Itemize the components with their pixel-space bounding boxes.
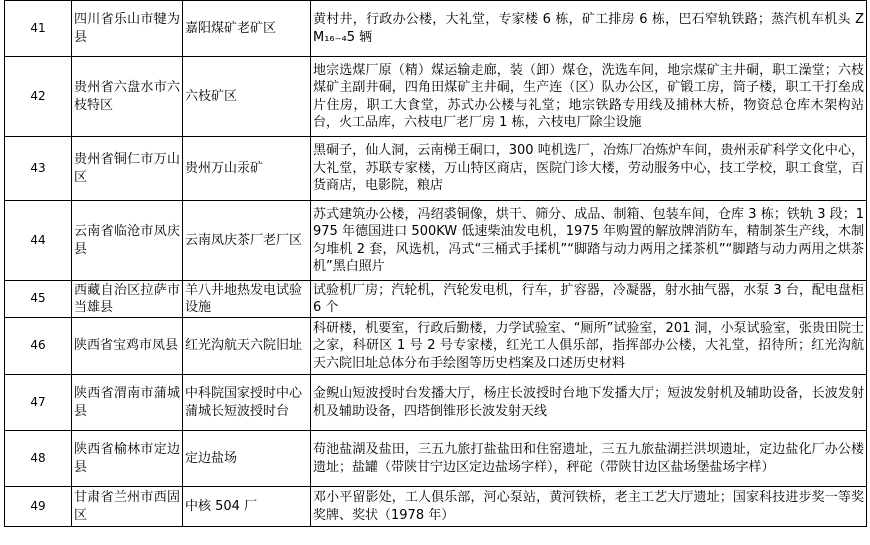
region-cell: 贵州省铜仁市万山区: [72, 137, 183, 201]
items-cell: 科研楼，机要室，行政后勤楼，力学试验室、“厕所”试验室，201 洞，小泵试验室，张贵田院士之家，科研区 1 号 2 号专家楼，红光工人俱乐部，指挥部办公楼，大礼堂，招待所；红光沟航天六院旧址总体分布手绘图等历史档案及口述历史材料: [311, 318, 867, 375]
row-number: 42: [5, 57, 72, 137]
site-cell: 贵州万山汞矿: [183, 137, 311, 201]
items-cell: 黄村井，行政办公楼，大礼堂，专家楼 6 栋，矿工排房 6 栋，巴石窄轨铁路；蒸汽机车机头 ZM₁₆₋₄5 辆: [311, 1, 867, 57]
heritage-table: [4, 0, 867, 527]
site-cell: 红光沟航天六院旧址: [183, 318, 311, 375]
items-cell: 试验机厂房；汽轮机，汽轮发电机，行车，扩容器，冷凝器，射水抽气器，水泵 3 台，配电盘柜 6 个: [311, 281, 867, 318]
region-cell: 四川省乐山市犍为县: [72, 1, 183, 57]
table-row: [5, 57, 867, 137]
row-number: 45: [5, 281, 72, 318]
region-cell: 甘肃省兰州市西固区: [72, 487, 183, 527]
table-row: [5, 431, 867, 487]
table-row: [5, 281, 867, 318]
items-cell: 邓小平留影处，工人俱乐部，河心泵站，黄河铁桥，老主工艺大厅遗址；国家科技进步奖一等奖奖牌、奖状（1978 年）: [311, 487, 867, 527]
row-number: 47: [5, 375, 72, 431]
region-cell: 云南省临沧市凤庆县: [72, 201, 183, 281]
site-cell: 嘉阳煤矿老矿区: [183, 1, 311, 57]
row-number: 44: [5, 201, 72, 281]
row-number: 43: [5, 137, 72, 201]
region-cell: 贵州省六盘水市六枝特区: [72, 57, 183, 137]
region-cell: 陕西省榆林市定边县: [72, 431, 183, 487]
row-number: 48: [5, 431, 72, 487]
table-row: [5, 487, 867, 527]
table-row: [5, 1, 867, 57]
site-cell: 定边盐场: [183, 431, 311, 487]
items-cell: 金鲵山短波授时台发播大厅，杨庄长波授时台地下发播大厅；短波发射机及辅助设备，长波发射机及辅助设备，四塔倒锥形长波发射天线: [311, 375, 867, 431]
row-number: 49: [5, 487, 72, 527]
site-cell: 中核 504 厂: [183, 487, 311, 527]
items-cell: 苏式建筑办公楼，冯绍裘铜像，烘干、筛分、成品、制箱、包装车间，仓库 3 栋；铁轨 3 段；1975 年德国进口 500KW 低速柴油发电机，1975 年购置的解放牌消防车，精制茶生产线，木制匀堆机 2 套，风选机，冯式“三桶式手揉机”“脚踏与动力两用之揉茶机”“脚踏与动力两用之烘茶机”黑白照片: [311, 201, 867, 281]
site-cell: 羊八井地热发电试验设施: [183, 281, 311, 318]
site-cell: 云南凤庆茶厂老厂区: [183, 201, 311, 281]
region-cell: 西藏自治区拉萨市当雄县: [72, 281, 183, 318]
region-cell: 陕西省宝鸡市凤县: [72, 318, 183, 375]
table-row: [5, 375, 867, 431]
table-row: [5, 318, 867, 375]
items-cell: 地宗选煤厂原（精）煤运输走廊，装（卸）煤仓，洗选车间，地宗煤矿主井硐，职工澡堂；六枝煤矿主副井硐，四角田煤矿主井硐，生产连（区）队办公区，矿锻工房，筒子楼，职工干打垒成片住房，职工大食堂，苏式办公楼与礼堂；地宗铁路专用线及捕林大桥，物资总仓库木架构站台，火工品库，六枝电厂老厂房 1 栋，六枝电厂除尘设施: [311, 57, 867, 137]
site-cell: 中科院国家授时中心蒲城长短波授时台: [183, 375, 311, 431]
items-cell: 黑硐子，仙人洞，云南梯王硐口，300 吨机选厂，冶炼厂冶炼炉车间，贵州汞矿科学文化中心，大礼堂，苏联专家楼，万山特区商店，医院门诊大楼，劳动服务中心，技工学校，职工食堂，百货商店，电影院，粮店: [311, 137, 867, 201]
site-cell: 六枝矿区: [183, 57, 311, 137]
row-number: 46: [5, 318, 72, 375]
items-cell: 苟池盐湖及盐田，三五九旅打盐盐田和住窑遗址，三五九旅盐湖拦洪坝遗址，定边盐化厂办公楼遗址；盐罐（带陕甘宁边区定边盐场字样），秤砣（带陕甘边区盐场堡盐场字样）: [311, 431, 867, 487]
row-number: 41: [5, 1, 72, 57]
region-cell: 陕西省渭南市蒲城县: [72, 375, 183, 431]
table-row: [5, 201, 867, 281]
table-row: [5, 137, 867, 201]
